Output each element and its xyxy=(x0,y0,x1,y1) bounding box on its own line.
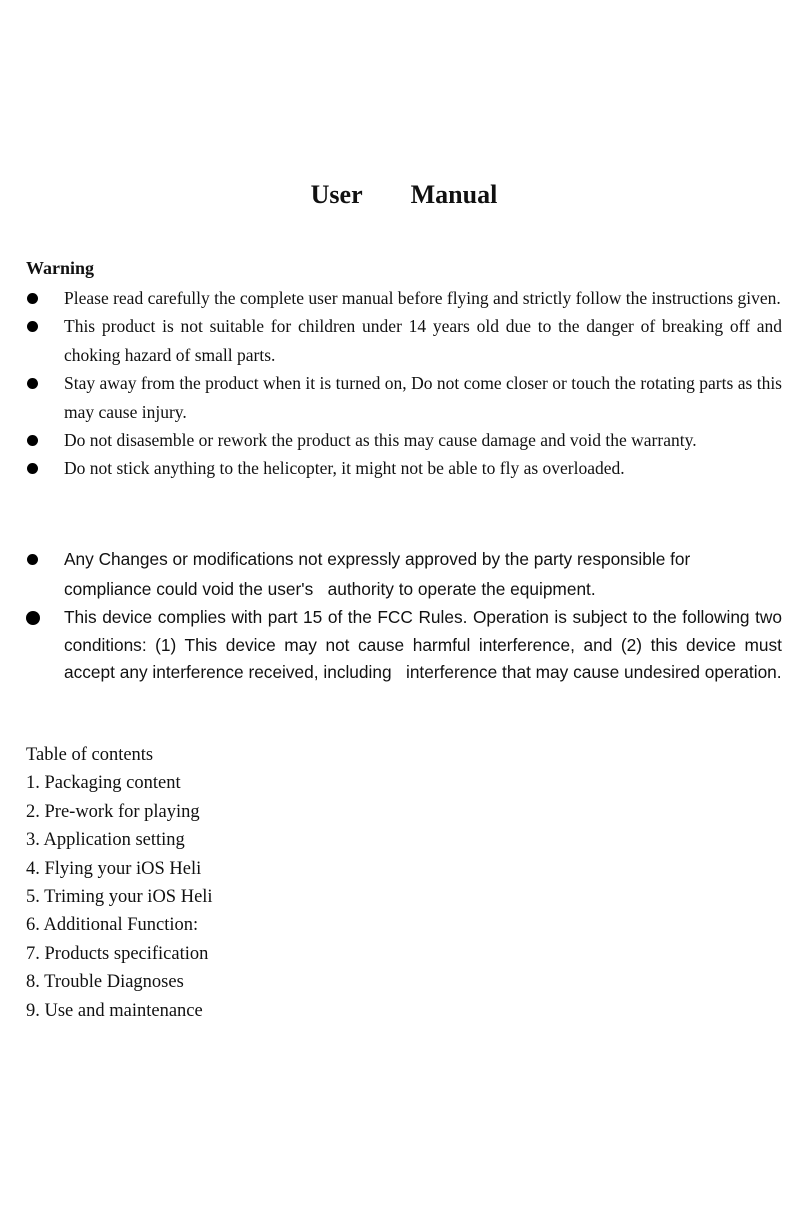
toc-item: 3. Application setting xyxy=(26,830,185,851)
bullet-icon xyxy=(27,554,38,565)
toc-item: 4. Flying your iOS Heli xyxy=(26,858,202,879)
bullet-icon xyxy=(27,293,38,304)
warning-heading: Warning xyxy=(26,258,95,278)
warning-item-text: Do not stick anything to the helicopter, it might not be able to fly as overloaded. xyxy=(64,458,625,479)
warning-list xyxy=(26,284,782,483)
fcc-notice-text: This device complies with part 15 of the FCC Rules. Operation is subject to the following two conditions: (1) This device may not cause harmful interference, and (2) this device must accept any interference received, including interference that may cause undesired operation. xyxy=(64,607,782,682)
toc-item: 1. Packaging content xyxy=(26,773,181,794)
toc-item: 5. Triming your iOS Heli xyxy=(26,887,213,908)
toc-item: 7. Products specification xyxy=(26,943,209,964)
bullet-icon xyxy=(26,611,40,625)
toc-item: 6. Additional Function: xyxy=(26,915,199,936)
bullet-icon xyxy=(27,321,38,332)
bullet-icon xyxy=(27,435,38,446)
page-title xyxy=(0,180,808,210)
fcc-notice-item xyxy=(26,544,782,604)
warning-item xyxy=(26,312,782,369)
bullet-icon xyxy=(27,378,38,389)
table-of-contents xyxy=(26,741,213,1025)
warning-item xyxy=(26,454,782,482)
warning-item-text: Do not disasemble or rework the product as this may cause damage and void the warranty. xyxy=(64,430,697,451)
title-word-user: User xyxy=(310,180,363,209)
fcc-notice-item xyxy=(26,604,782,687)
toc-list xyxy=(26,769,213,1025)
toc-item: 2. Pre-work for playing xyxy=(26,801,200,822)
warning-item xyxy=(26,426,782,454)
fcc-notice-text: Any Changes or modifications not expressly approved by the party responsible for compliance could void the user's authority to operate the equipment. xyxy=(64,549,691,599)
toc-item: 9. Use and maintenance xyxy=(26,1000,203,1021)
toc-item: 8. Trouble Diagnoses xyxy=(26,972,184,993)
warning-item-text: Please read carefully the complete user manual before flying and strictly follow the instructions given. xyxy=(64,288,781,308)
warning-item xyxy=(26,284,782,312)
warning-item-text: This product is not suitable for children under 14 years old due to the danger of breaking off and choking hazard of small parts. xyxy=(64,316,782,365)
warning-item-text: Stay away from the product when it is turned on, Do not come closer or touch the rotating parts as this may cause injury. xyxy=(64,373,782,422)
warning-item xyxy=(26,369,782,426)
fcc-notice-list xyxy=(26,544,782,687)
bullet-icon xyxy=(27,463,38,474)
toc-heading: Table of contents xyxy=(26,745,154,765)
title-word-manual: Manual xyxy=(410,180,498,209)
